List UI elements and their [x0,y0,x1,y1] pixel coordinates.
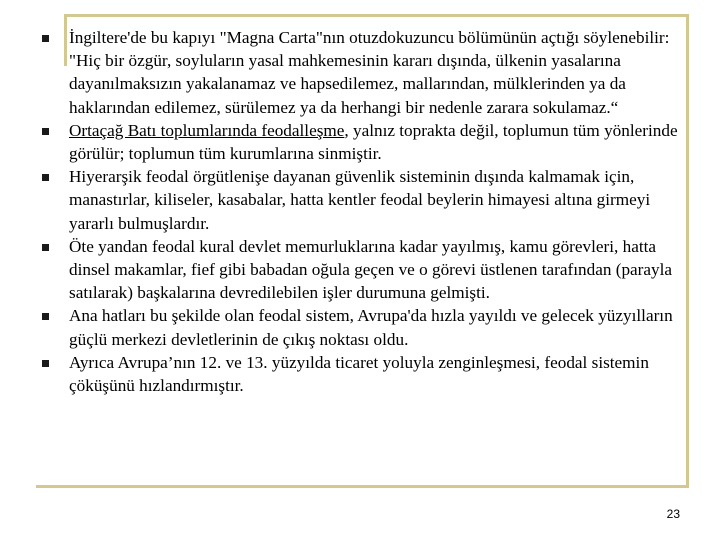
bottom-border-line [36,485,688,488]
bullet-item-magna-carta [40,26,680,119]
bullet-text: Öte yandan feodal kural devlet memurluklarına kadar yayılmış, kamu görevleri, hatta dinsel makamlar, fief gibi babadan oğula geçen ve o görevi üstlenen tarafından (parayla satılarak) başkalarına devredilebilen işler durumuna gelmişti. [69,236,673,303]
bullet-item-hierarchy [40,165,680,235]
square-bullet-icon [42,313,49,320]
underlined-heading-text: Ortaçağ Batı toplumlarında feodalleşme [69,120,345,140]
bullet-item-feudalization [40,119,680,165]
bullet-text: Ayrıca Avrupa’nın 12. ve 13. yüzyılda ticaret yoluyla zenginleşmesi, feodal sistemin çöküşünü hızlandırmıştır. [69,352,649,396]
right-border-line [686,14,689,488]
square-bullet-icon [42,174,49,181]
bullet-item-decline [40,351,680,397]
bullet-text: , yalnız toprakta değil, toplumun tüm yönlerinde görülür; toplumun tüm kurumlarına sinmiştir. [69,120,678,164]
page-number: 23 [666,507,680,521]
square-bullet-icon [42,35,49,42]
bullet-item-offices [40,235,680,305]
square-bullet-icon [42,128,49,135]
bullet-item-spread [40,304,680,350]
bullet-text: İngiltere'de bu kapıyı "Magna Carta"nın otuzdokuzuncu bölümünün açtığı söylenebilir: "Hiç bir özgür, soyluların yasal mahkemesinin kararı dışında, ülkenin yasalarına dayanılmaksızın yakalanamaz ve hapsedilemez, mallarından, mülklerinden ya da haklarından edilemez, sürülemez ya da herhangi bir nedenle zarara sokulamaz.“ [69,28,670,117]
top-border-line [64,14,688,17]
bullet-text: Hiyerarşik feodal örgütlenişe dayanan güvenlik sisteminin dışında kalmamak için, manastırlar, kiliseler, kasabalar, hatta kentler feodal beylerin himayesi altına girmeyi yararlı bulmuşlardır. [69,167,651,233]
square-bullet-icon [42,244,49,251]
square-bullet-icon [42,360,49,367]
bullet-list [40,26,680,397]
bullet-text: Ana hatları bu şekilde olan feodal sistem, Avrupa'da hızla yayıldı ve gelecek yüzyılların güçlü merkezi devletlerinin de çıkış noktası oldu. [69,306,673,349]
